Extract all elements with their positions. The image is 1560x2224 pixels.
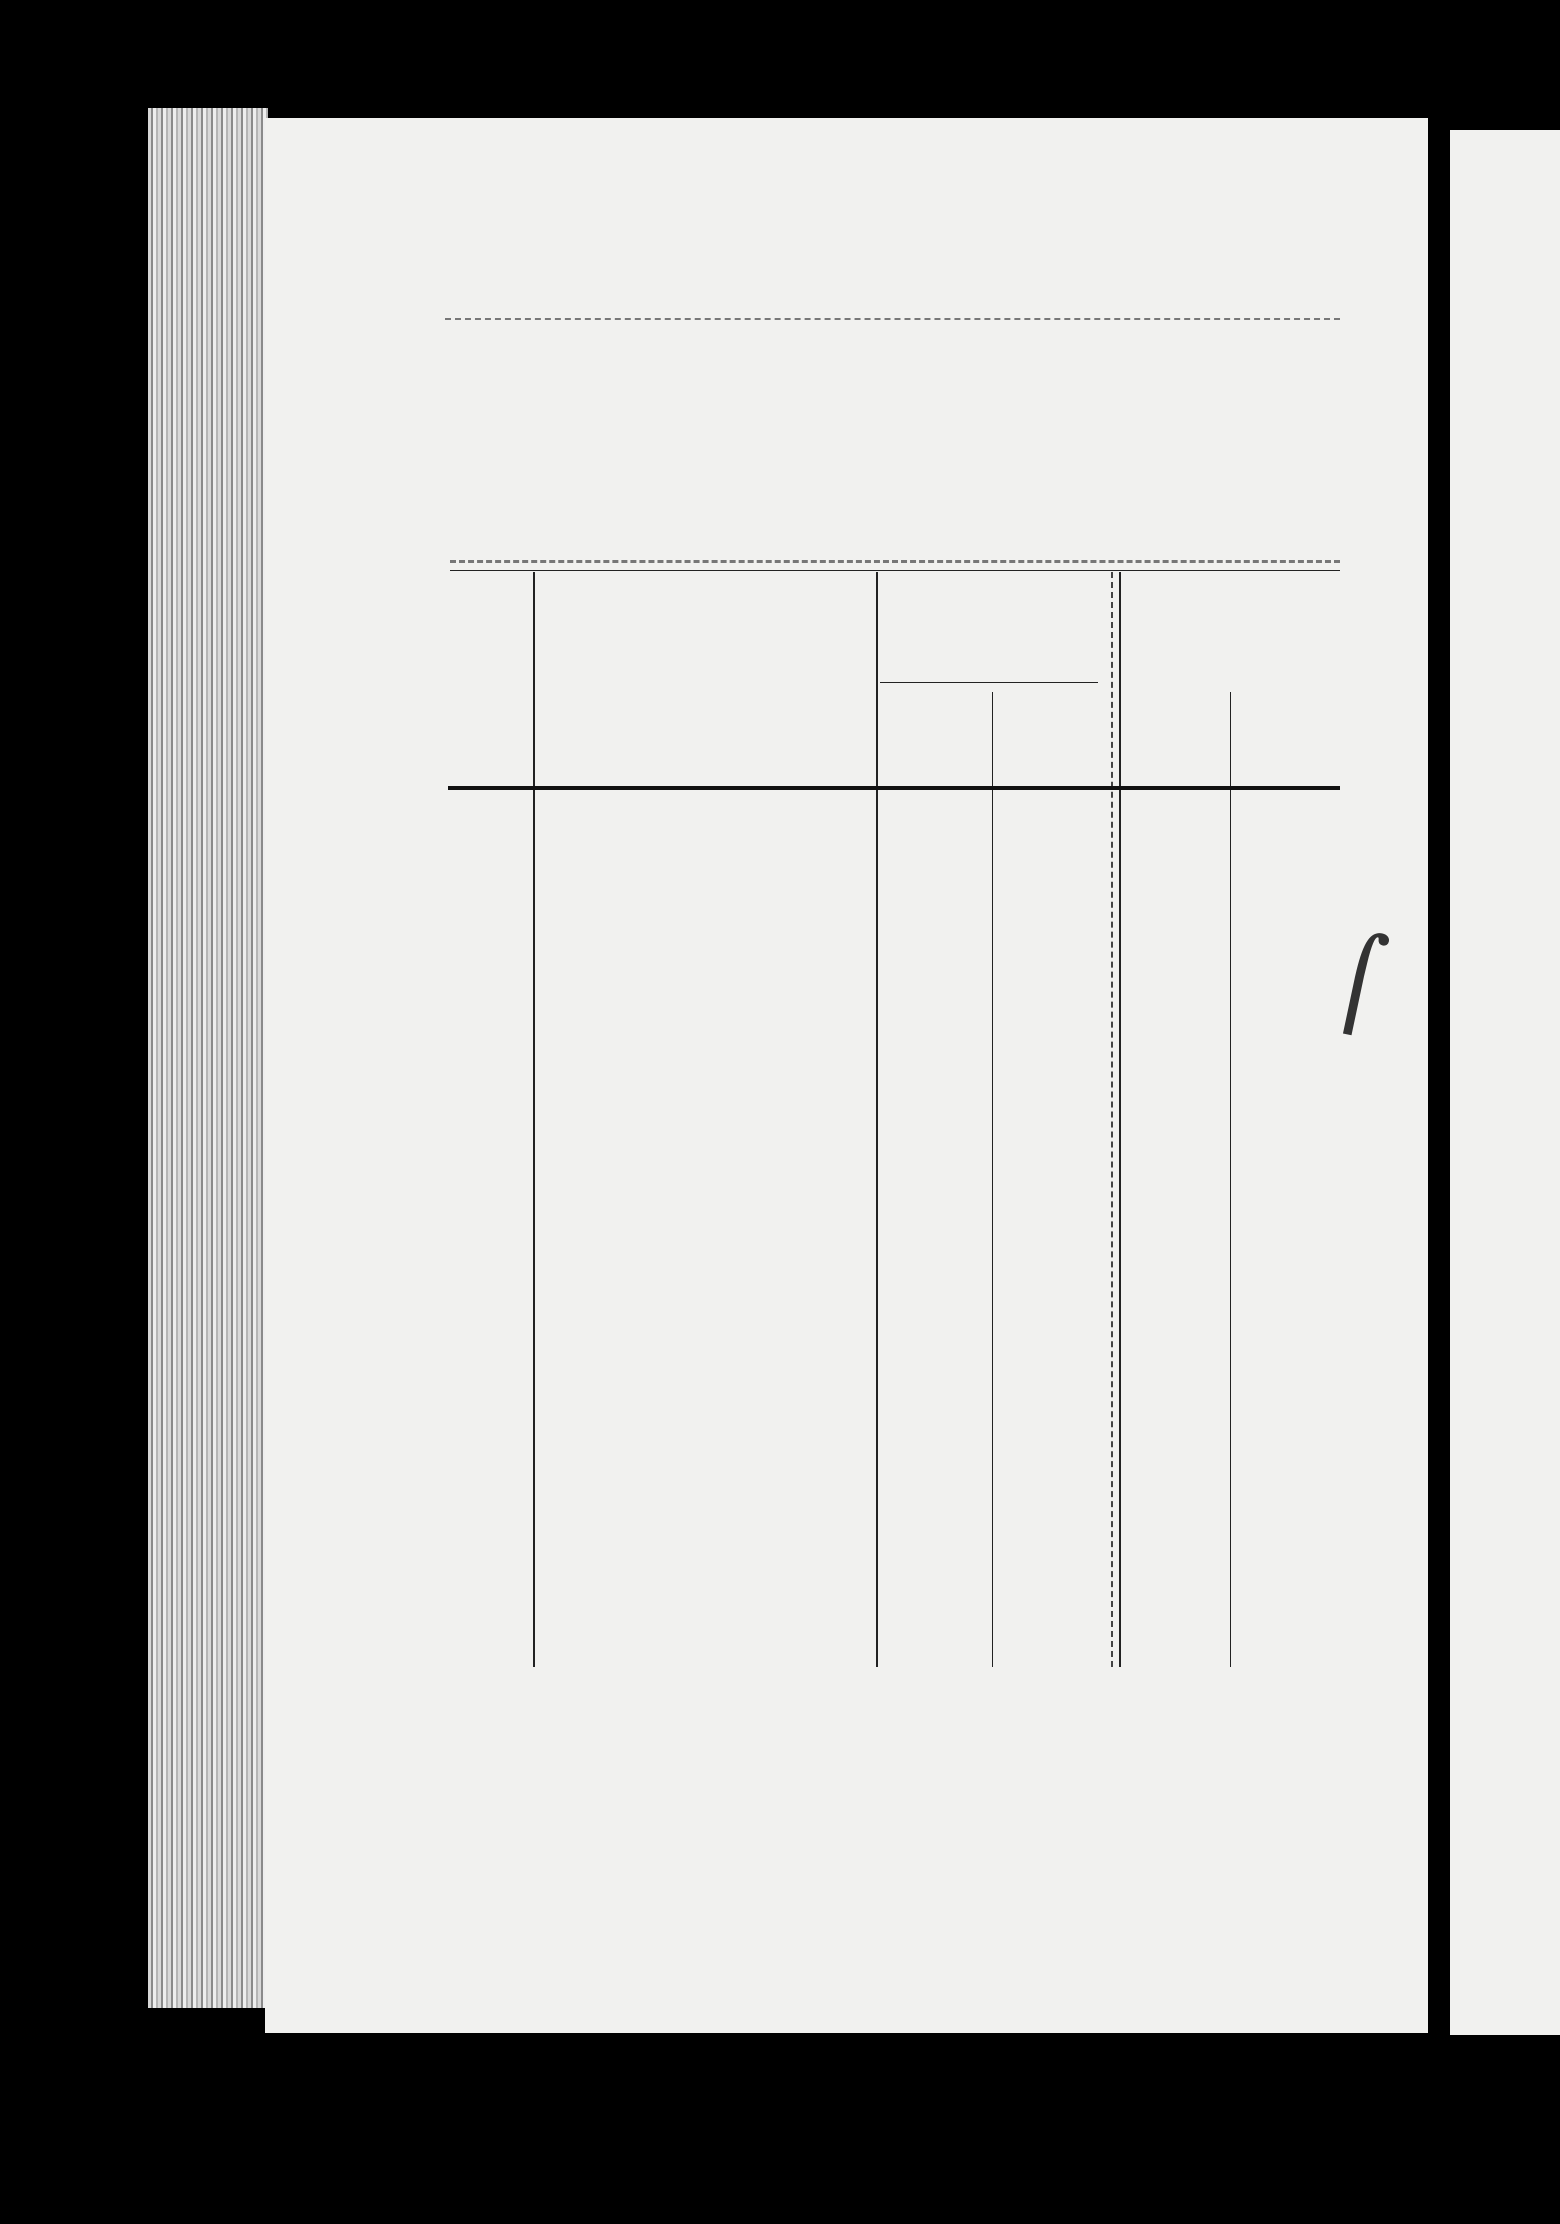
table-top-rule-2 xyxy=(450,570,1340,571)
balance-divider-2 xyxy=(1119,572,1121,1667)
ledger-subheader-rule xyxy=(880,682,1098,683)
balance-inner-divider xyxy=(1230,692,1231,1667)
adjacent-page xyxy=(1450,130,1560,2035)
header-bottom-rule xyxy=(448,786,1340,790)
folio-divider xyxy=(533,572,535,1667)
statement-subheading xyxy=(445,465,1340,497)
balance-divider xyxy=(1111,572,1113,1667)
book-page-edges xyxy=(148,108,268,2008)
table-top-rule xyxy=(450,560,1340,563)
running-header xyxy=(445,262,1340,298)
ledger-inner-divider xyxy=(992,692,993,1667)
ledger-page xyxy=(265,118,1428,2033)
header-rule xyxy=(445,318,1340,320)
pencil-mark: ⌠ xyxy=(1324,926,1393,1039)
accounts-divider xyxy=(876,572,878,1667)
